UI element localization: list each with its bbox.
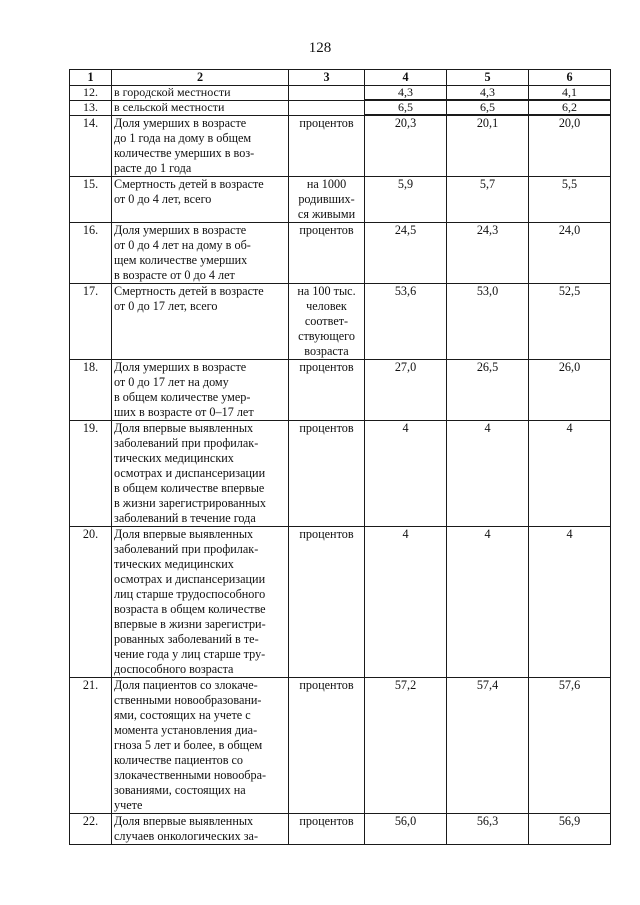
column-header: 1 (70, 70, 112, 86)
row-number: 15. (70, 176, 112, 222)
indicator-name-line: от 0 до 17 лет на дому (114, 374, 229, 389)
value-v6: 6,2 (529, 100, 611, 115)
column-header: 3 (289, 70, 365, 86)
value-v6: 4,1 (529, 86, 611, 101)
unit-cell (289, 115, 365, 176)
value-v6: 4 (529, 420, 611, 526)
unit-cell (289, 359, 365, 420)
indicator-name-line: расте до 1 года (114, 160, 192, 175)
unit-line: процентов (299, 526, 354, 541)
value-v6: 4 (529, 526, 611, 677)
indicator-name-line: Доля умерших в возрасте (114, 222, 247, 237)
unit-cell (289, 283, 365, 359)
column-header: 6 (529, 70, 611, 86)
table-row (70, 86, 611, 101)
value-v5: 26,5 (447, 359, 529, 420)
indicator-name-line: Доля пациентов со злокаче- (114, 677, 258, 692)
table-row (70, 813, 611, 844)
unit-line: ся живыми (297, 206, 356, 221)
row-number: 18. (70, 359, 112, 420)
indicator-name-line: учете (114, 797, 143, 812)
unit-line: процентов (299, 813, 354, 828)
indicator-name-line: тических медицинских (114, 556, 234, 571)
unit-cell (289, 813, 365, 844)
indicator-name (112, 86, 289, 101)
unit-line: соответ- (304, 313, 349, 328)
unit-line: процентов (299, 222, 354, 237)
value-v4: 57,2 (365, 677, 447, 813)
indicator-name-line: ственными новообразовани- (114, 692, 262, 707)
indicator-name (112, 420, 289, 526)
row-number: 12. (70, 86, 112, 101)
value-v4: 56,0 (365, 813, 447, 844)
indicator-name-line: в городской местности (114, 85, 231, 99)
value-v6: 26,0 (529, 359, 611, 420)
indicator-name-line: злокачественными новообра- (114, 767, 267, 782)
value-v4: 5,9 (365, 176, 447, 222)
value-v4: 6,5 (365, 100, 447, 115)
indicator-name-line: лиц старше трудоспособного (114, 586, 266, 601)
unit-cell (289, 526, 365, 677)
indicator-name (112, 677, 289, 813)
value-v5: 4 (447, 420, 529, 526)
indicator-name-line: рованных заболеваний в те- (114, 631, 259, 646)
indicator-name (112, 115, 289, 176)
unit-line: ствующего (298, 328, 355, 343)
indicator-name-line: ших в возрасте от 0–17 лет (114, 404, 254, 419)
indicator-name-line: момента установления диа- (114, 722, 258, 737)
table-row (70, 222, 611, 283)
table-row (70, 176, 611, 222)
value-v6: 52,5 (529, 283, 611, 359)
unit-cell (289, 222, 365, 283)
value-v5: 57,4 (447, 677, 529, 813)
unit-cell (289, 176, 365, 222)
table-row (70, 115, 611, 176)
indicator-name-line: Доля впервые выявленных (114, 813, 254, 828)
table-row (70, 283, 611, 359)
indicator-name-line: Смертность детей в возрасте (114, 176, 264, 191)
indicator-name-line: тических медицинских (114, 450, 234, 465)
value-v4: 20,3 (365, 115, 447, 176)
indicator-name-line: заболеваний при профилак- (114, 435, 259, 450)
indicator-name-line: заболеваний при профилак- (114, 541, 259, 556)
unit-line: возраста (304, 343, 349, 358)
indicator-name-line: до 1 года на дому в общем (114, 130, 252, 145)
value-v5: 4 (447, 526, 529, 677)
indicator-name-line: Доля впервые выявленных (114, 420, 254, 435)
indicator-name-line: впервые в жизни зарегистри- (114, 616, 266, 631)
row-number: 16. (70, 222, 112, 283)
indicator-name (112, 100, 289, 115)
value-v6: 56,9 (529, 813, 611, 844)
indicator-name-line: осмотрах и диспансеризации (114, 571, 266, 586)
unit-cell (289, 86, 365, 101)
unit-line: родивших- (298, 191, 355, 206)
row-number: 13. (70, 100, 112, 115)
indicator-name-line: количестве пациентов со (114, 752, 244, 767)
indicator-name-line: гноза 5 лет и более, в общем (114, 737, 263, 752)
table-body (70, 86, 611, 845)
unit-cell (289, 100, 365, 115)
indicator-name-line: зованиями, состоящих на (114, 782, 246, 797)
row-number: 17. (70, 283, 112, 359)
indicator-name (112, 176, 289, 222)
row-number: 21. (70, 677, 112, 813)
value-v6: 20,0 (529, 115, 611, 176)
value-v4: 24,5 (365, 222, 447, 283)
row-number: 14. (70, 115, 112, 176)
indicators-table (69, 69, 611, 845)
value-v5: 56,3 (447, 813, 529, 844)
indicator-name-line: Доля умерших в возрасте (114, 115, 247, 130)
page-number: 128 (308, 40, 332, 56)
value-v4: 53,6 (365, 283, 447, 359)
indicator-name (112, 526, 289, 677)
row-number: 19. (70, 420, 112, 526)
indicator-name-line: в общем количестве умер- (114, 389, 251, 404)
indicator-name-line: возраста в общем количестве (114, 601, 266, 616)
row-number: 20. (70, 526, 112, 677)
column-header: 2 (112, 70, 289, 86)
indicator-name-line: от 0 до 4 лет, всего (114, 191, 212, 206)
indicator-name-line: в общем количестве впервые (114, 480, 265, 495)
indicator-name-line: ями, состоящих на учете с (114, 707, 251, 722)
value-v4: 4 (365, 526, 447, 677)
value-v5: 53,0 (447, 283, 529, 359)
indicator-name-line: доспособного возраста (114, 661, 234, 676)
value-v6: 57,6 (529, 677, 611, 813)
unit-line: на 100 тыс. (297, 283, 356, 298)
value-v4: 27,0 (365, 359, 447, 420)
column-header: 4 (365, 70, 447, 86)
value-v6: 5,5 (529, 176, 611, 222)
unit-line: процентов (299, 677, 354, 692)
value-v5: 6,5 (447, 100, 529, 115)
indicator-name-line: Доля умерших в возрасте (114, 359, 247, 374)
value-v5: 5,7 (447, 176, 529, 222)
table-row (70, 526, 611, 677)
indicator-name (112, 813, 289, 844)
row-number: 22. (70, 813, 112, 844)
value-v5: 4,3 (447, 86, 529, 101)
indicator-name-line: от 0 до 17 лет, всего (114, 298, 218, 313)
value-v4: 4,3 (365, 86, 447, 101)
unit-cell (289, 420, 365, 526)
unit-line: человек (306, 298, 347, 313)
column-header: 5 (447, 70, 529, 86)
indicator-name (112, 359, 289, 420)
indicator-name-line: от 0 до 4 лет на дому в об- (114, 237, 251, 252)
table-row (70, 677, 611, 813)
value-v6: 24,0 (529, 222, 611, 283)
table-row (70, 420, 611, 526)
indicator-name (112, 222, 289, 283)
value-v5: 24,3 (447, 222, 529, 283)
indicator-name-line: чение года у лиц старше тру- (114, 646, 266, 661)
unit-line: процентов (299, 359, 354, 374)
unit-line: процентов (299, 115, 354, 130)
value-v5: 20,1 (447, 115, 529, 176)
indicator-name-line: щем количестве умерших (114, 252, 248, 267)
table-row (70, 100, 611, 115)
indicator-name (112, 283, 289, 359)
table-row (70, 359, 611, 420)
indicator-name-line: в возрасте от 0 до 4 лет (114, 267, 235, 282)
header-row (70, 70, 611, 86)
indicator-name-line: в жизни зарегистрированных (114, 495, 266, 510)
indicator-name-line: заболеваний в течение года (114, 510, 256, 525)
unit-line: процентов (299, 420, 354, 435)
indicator-name-line: случаев онкологических за- (114, 828, 259, 843)
indicator-name-line: в сельской местности (114, 100, 225, 114)
unit-cell (289, 677, 365, 813)
value-v4: 4 (365, 420, 447, 526)
unit-line: на 1000 (306, 176, 347, 191)
indicator-name-line: количестве умерших в воз- (114, 145, 255, 160)
indicator-name-line: Доля впервые выявленных (114, 526, 254, 541)
indicator-name-line: Смертность детей в возрасте (114, 283, 264, 298)
indicator-name-line: осмотрах и диспансеризации (114, 465, 266, 480)
